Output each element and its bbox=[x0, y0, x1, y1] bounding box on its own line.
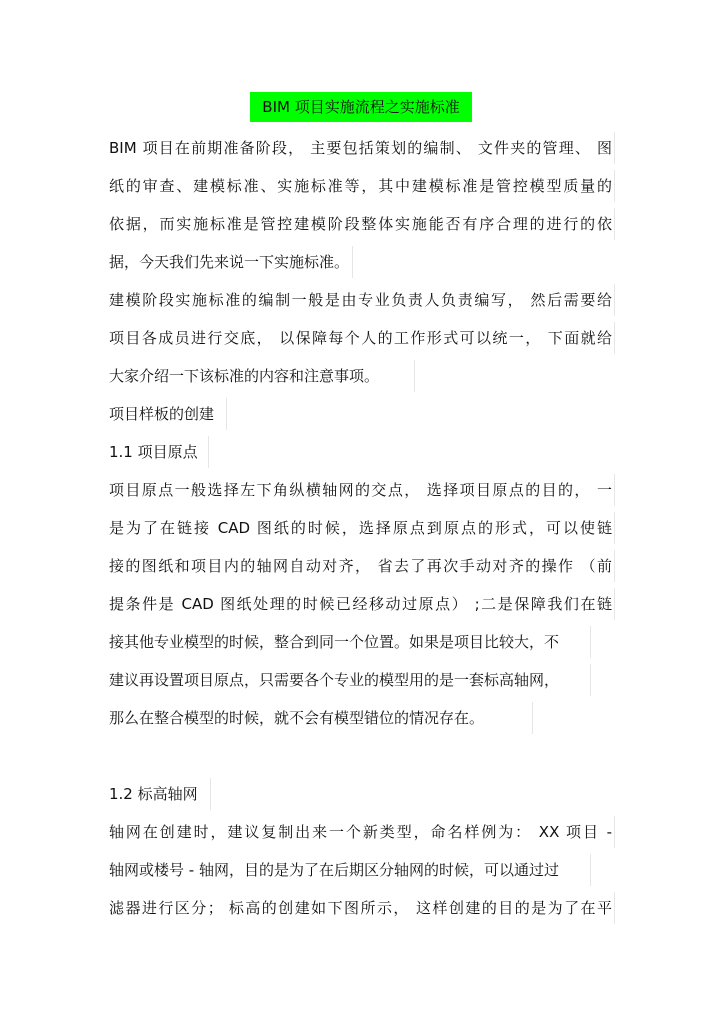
paragraph-line: 项目各成员进行交底， 以保障每个人的工作形式可以统一， 下面就给 bbox=[109, 322, 615, 354]
paragraph-line: 纸的审查、建模标准、实施标准等，其中建模标准是管控模型质量的 bbox=[109, 170, 615, 202]
paragraph-line: 是为了在链接 CAD 图纸的时候，选择原点到原点的形式，可以使链 bbox=[109, 512, 615, 544]
paragraph-line: 建模阶段实施标准的编制一般是由专业负责人负责编写， 然后需要给 bbox=[109, 284, 615, 316]
paragraph-line: 据，今天我们先来说一下实施标准。 bbox=[109, 246, 353, 278]
paragraph-line: 项目原点一般选择左下角纵横轴网的交点， 选择项目原点的目的， 一 bbox=[109, 474, 615, 506]
paragraph-line: 依据，而实施标准是管控建模阶段整体实施能否有序合理的进行的依 bbox=[109, 208, 615, 240]
paragraph-line: 大家介绍一下该标准的内容和注意事项。 bbox=[109, 360, 415, 392]
document-title: BIM 项目实施流程之实施标准 bbox=[250, 92, 472, 122]
paragraph-line: 那么在整合模型的时候，就不会有模型错位的情况存在。 bbox=[109, 702, 533, 734]
paragraph-line: 轴网在创建时，建议复制出来一个新类型，命名样例为： XX 项目 - bbox=[109, 816, 615, 848]
subsection-heading: 1.2 标高轴网 bbox=[109, 778, 211, 810]
paragraph-line: 轴网或楼号 - 轴网，目的是为了在后期区分轴网的时候，可以通过过 bbox=[109, 854, 591, 886]
paragraph-line: 接的图纸和项目内的轴网自动对齐， 省去了再次手动对齐的操作 （前 bbox=[109, 550, 615, 582]
subsection-heading: 1.1 项目原点 bbox=[109, 436, 209, 468]
paragraph-line: 提条件是 CAD 图纸处理的时候已经移动过原点） ;二是保障我们在链 bbox=[109, 588, 615, 620]
paragraph-line: 滤器进行区分； 标高的创建如下图所示， 这样创建的目的是为了在平 bbox=[109, 892, 615, 924]
paragraph-line: 建议再设置项目原点，只需要各个专业的模型用的是一套标高轴网， bbox=[109, 664, 591, 696]
paragraph-line: BIM 项目在前期准备阶段， 主要包括策划的编制、 文件夹的管理、 图 bbox=[109, 132, 615, 164]
paragraph-line: 接其他专业模型的时候，整合到同一个位置。如果是项目比较大，不 bbox=[109, 626, 591, 658]
section-heading: 项目样板的创建 bbox=[109, 398, 227, 430]
